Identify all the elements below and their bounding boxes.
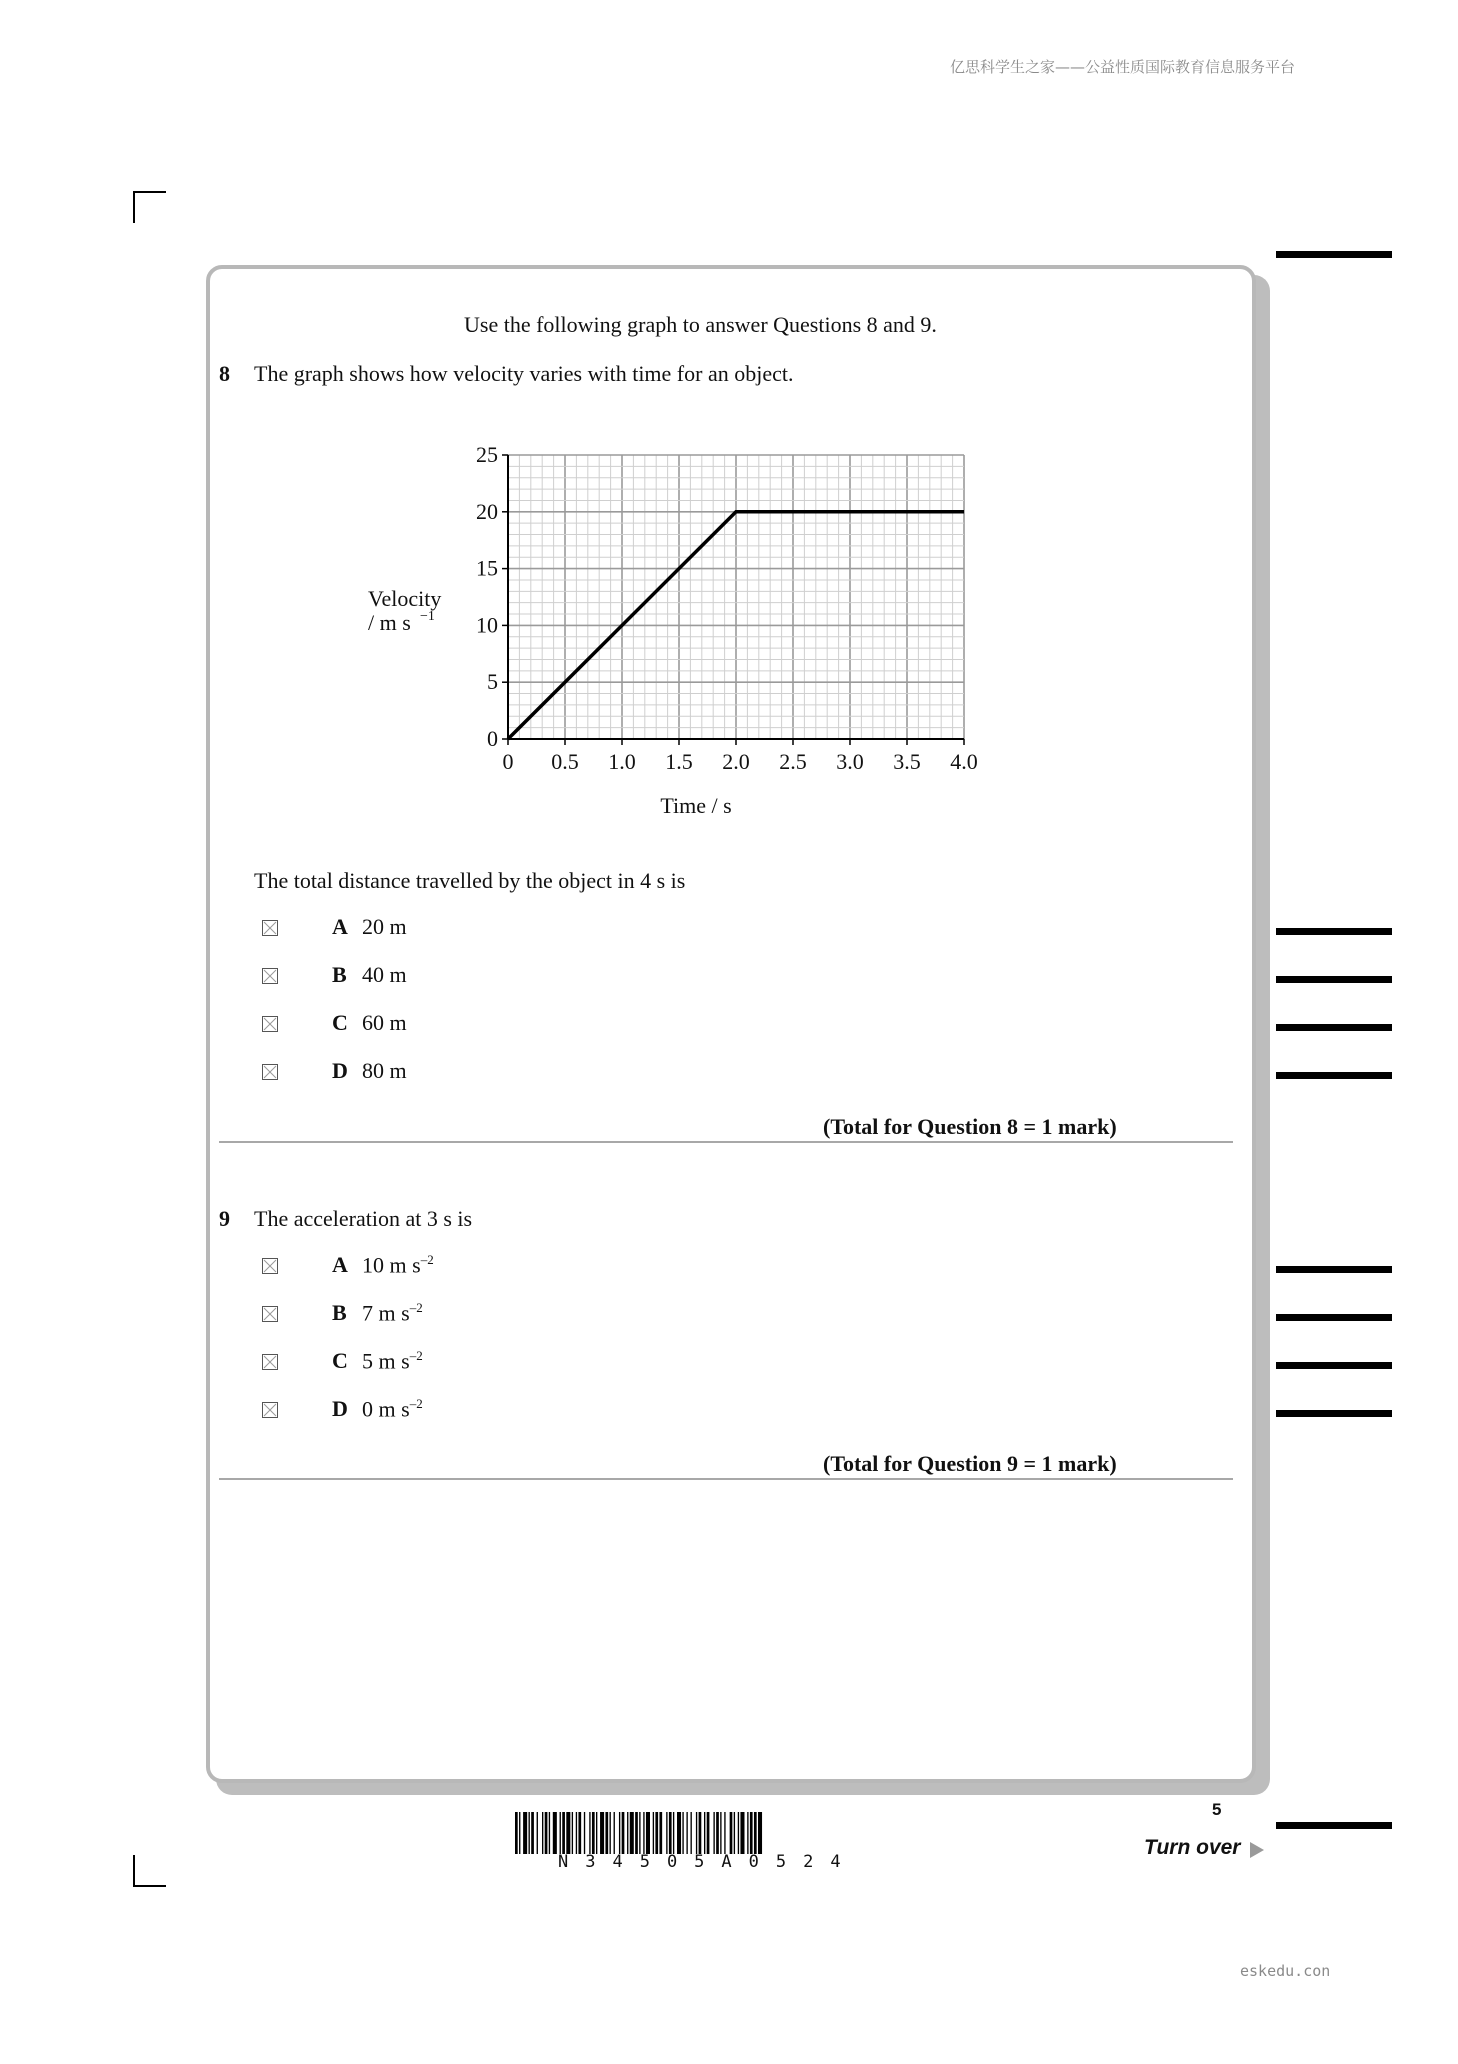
barcode-bar [747,1812,748,1854]
margin-bar [1276,1362,1392,1369]
barcode-bar [605,1812,608,1854]
margin-bar [1276,976,1392,983]
barcode-bar [578,1812,581,1854]
y-tick-label: 15 [476,555,498,581]
barcode-bar [560,1812,561,1854]
barcode-bar [596,1812,597,1854]
barcode-bar [682,1812,683,1854]
question-9-text: The acceleration at 3 s is [254,1206,473,1231]
velocity-time-graph [350,430,1000,830]
margin-bar [1276,1024,1392,1031]
margin-bar [1276,1822,1392,1829]
barcode-bar [716,1812,719,1854]
x-tick-label: 2.5 [779,749,807,774]
barcode-bar [691,1812,692,1854]
barcode-bar [531,1812,534,1854]
turn-over-arrow-icon [1250,1842,1264,1858]
y-axis-label: Velocity [368,586,442,611]
option-text: 20 m [362,914,407,939]
answer-checkbox[interactable] [262,1354,278,1370]
barcode-bar [750,1812,753,1854]
barcode-bar [720,1812,721,1854]
barcode-bar [519,1812,520,1854]
y-tick-label: 0 [487,726,498,751]
barcode-bar [566,1812,570,1854]
crop-mark-top-vertical [133,191,135,223]
answer-checkbox[interactable] [262,1016,278,1032]
crop-mark-bottom-vertical [133,1855,135,1887]
option-letter: D [332,1396,348,1421]
option-value: 10 m s [362,1252,421,1278]
option-letter: B [332,1300,347,1325]
barcode-bar [669,1812,672,1854]
barcode-bar [655,1812,658,1854]
barcode-bar [707,1812,710,1854]
answer-checkbox[interactable] [262,1306,278,1322]
barcode-bar [740,1812,744,1854]
answer-checkbox[interactable] [262,1402,278,1418]
question-9-divider [219,1478,1233,1480]
y-axis-label-exponent: −1 [420,609,435,624]
barcode-bar [734,1812,735,1854]
margin-bar [1276,1410,1392,1417]
question-9-total: (Total for Question 9 = 1 mark) [823,1451,1117,1476]
barcode-bar [542,1812,543,1854]
option-text: 60 m [362,1010,407,1035]
x-tick-label: 4.0 [950,749,978,774]
barcode-bar [666,1812,667,1854]
x-axis-label: Time / s [660,793,732,818]
option-letter: D [332,1058,348,1083]
barcode-bar [600,1812,604,1854]
turn-over-label: Turn over [1144,1836,1241,1859]
barcode-bar [659,1812,662,1854]
footer-site-text: eskedu.con [1240,1962,1331,1980]
option-exponent: –2 [420,1252,434,1267]
option-letter: A [332,914,348,939]
margin-bar [1276,928,1392,935]
y-tick-label: 25 [476,442,498,467]
option-letter: C [332,1348,348,1373]
intro-text: Use the following graph to answer Questions 8 and 9. [464,312,937,337]
option-exponent: –2 [409,1348,423,1363]
barcode-bar [754,1812,757,1854]
barcode-bar [673,1812,674,1854]
option-text: 80 m [362,1058,407,1083]
barcode-bar [576,1812,577,1854]
x-tick-label: 3.5 [893,749,921,774]
x-tick-label: 1.0 [608,749,636,774]
option-value: 7 m s [362,1300,410,1326]
barcode-bar [686,1812,687,1854]
question-8-total: (Total for Question 8 = 1 mark) [823,1114,1117,1139]
page-number: 5 [1212,1800,1222,1819]
answer-checkbox[interactable] [262,920,278,936]
barcode-bar [738,1812,739,1854]
option-text [362,1300,423,1326]
barcode-bar [619,1812,620,1854]
option-text [362,1252,434,1278]
barcode-bar [630,1812,634,1854]
x-tick-label: 0 [502,749,514,774]
y-tick-label: 10 [476,612,498,638]
x-tick-label: 1.5 [665,749,693,774]
question-8-number: 8 [219,361,230,386]
option-letter: B [332,962,347,987]
x-tick-label: 3.0 [836,749,864,774]
crop-mark-top-horizontal [133,191,166,193]
x-tick-label: 2.0 [722,749,750,774]
answer-checkbox[interactable] [262,968,278,984]
barcode-bar [646,1812,650,1854]
barcode-bar [589,1812,590,1854]
option-value: 0 m s [362,1396,410,1422]
y-axis-label-unit: / m s [368,610,411,635]
barcode-bar [677,1812,681,1854]
option-text: 40 m [362,962,407,987]
barcode-bar [704,1812,705,1854]
barcode-bar [635,1812,638,1854]
barcode-bar [639,1812,640,1854]
barcode-bar [653,1812,654,1854]
margin-bar [1276,1314,1392,1321]
barcode-bar [572,1812,573,1854]
option-text [362,1396,423,1422]
y-tick-label: 5 [487,669,498,695]
barcode-bar [515,1812,518,1854]
barcode-bar [529,1812,530,1854]
barcode-bar [545,1812,548,1854]
barcode-bar [523,1812,527,1854]
option-letter: C [332,1010,348,1035]
option-value: 5 m s [362,1348,410,1374]
crop-mark-bottom-horizontal [133,1885,166,1887]
barcode-bar [758,1812,762,1854]
answer-checkbox[interactable] [262,1064,278,1080]
barcode-bar [553,1812,557,1854]
margin-bar [1276,1266,1392,1273]
barcode-bar [627,1812,628,1854]
barcode-bar [614,1812,615,1854]
y-tick-label: 20 [476,498,498,524]
barcode-bar [584,1812,585,1854]
barcode-digits: N34505A0524 [558,1852,858,1872]
answer-checkbox[interactable] [262,1258,278,1274]
barcode-bar [699,1812,702,1854]
barcode-bar [592,1812,595,1854]
barcode-bar [696,1812,697,1854]
margin-bar [1276,251,1392,258]
barcode [515,1812,950,1854]
barcode-bar [537,1812,538,1854]
barcode-bar [622,1812,625,1854]
margin-bar [1276,1072,1392,1079]
barcode-bar [610,1812,611,1854]
option-exponent: –2 [409,1396,423,1411]
header-site-text: 亿思科学生之家——公益性质国际教育信息服务平台 [950,58,1296,76]
option-text [362,1348,423,1374]
barcode-bar [730,1812,733,1854]
barcode-bar [562,1812,565,1854]
option-letter: A [332,1252,348,1277]
barcode-bar [713,1812,714,1854]
option-exponent: –2 [409,1300,423,1315]
barcode-bar [643,1812,644,1854]
question-9-number: 9 [219,1206,230,1231]
question-8-stem: The total distance travelled by the object in 4 s is [254,868,686,893]
barcode-bar [724,1812,725,1854]
question-8-divider [219,1141,1233,1143]
question-8-text: The graph shows how velocity varies with time for an object. [254,361,794,386]
barcode-bar [549,1812,550,1854]
x-tick-label: 0.5 [551,749,579,774]
